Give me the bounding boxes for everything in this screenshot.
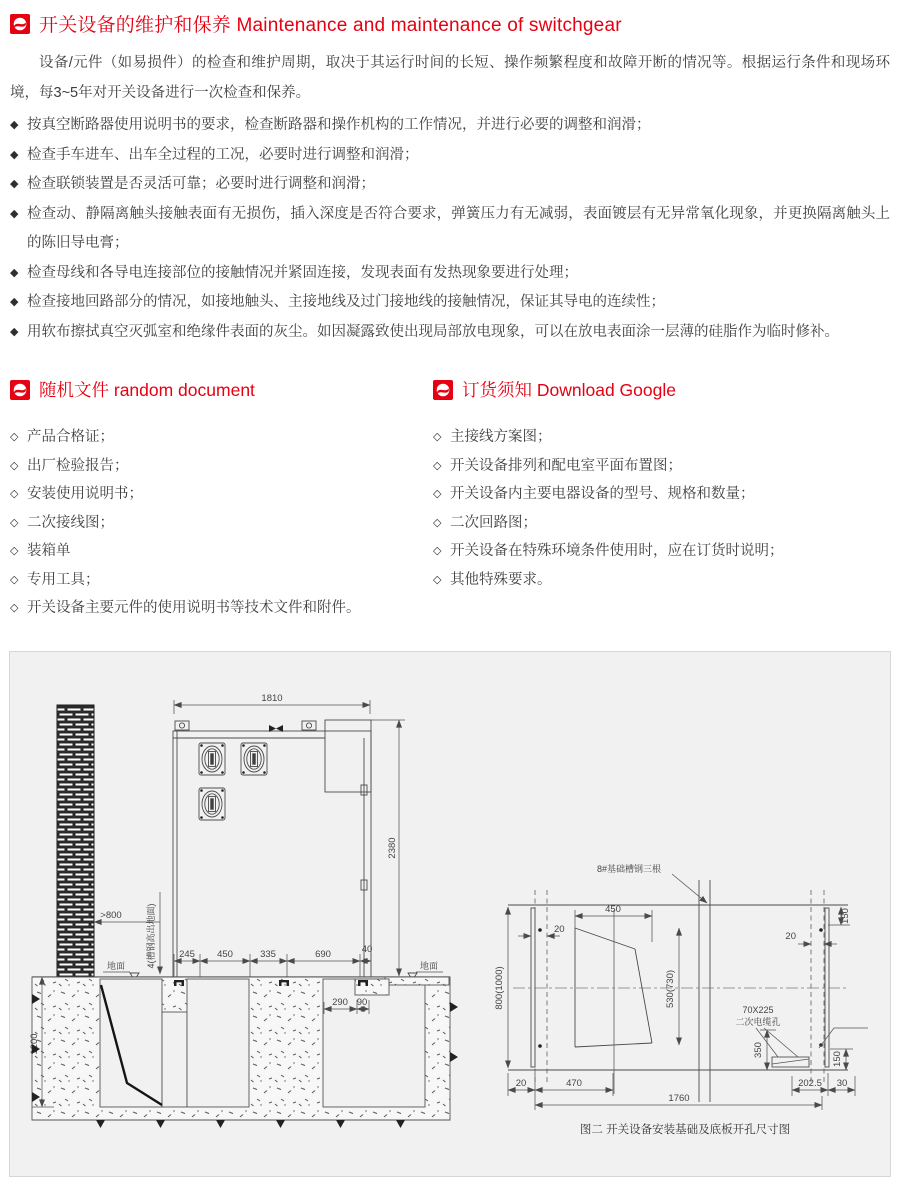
svg-text:90: 90 xyxy=(356,997,368,1008)
brand-logo-icon xyxy=(10,14,30,34)
svg-text:70X225: 70X225 xyxy=(742,1005,774,1015)
maintenance-list xyxy=(10,111,890,347)
channel-note: 4(槽钢高出地面) xyxy=(146,903,156,969)
diamond-marker: ◆ xyxy=(10,119,19,131)
maintenance-item-text: 检查接地回路部分的情况，如接地触头、主接地线及过门接地线的接触情况，保证其导电的连续性； xyxy=(27,294,665,310)
svg-text:450: 450 xyxy=(605,904,621,915)
hollow-diamond-marker: ◇ xyxy=(10,573,19,586)
list-item xyxy=(433,423,890,452)
dim-wall-gap: >800 xyxy=(100,910,122,921)
list-item-text: 开关设备主要元件的使用说明书等技术文件和附件。 xyxy=(27,600,361,616)
maintenance-item xyxy=(10,111,890,141)
svg-text:290: 290 xyxy=(332,997,348,1008)
elevation-drawing xyxy=(29,693,458,1128)
maintenance-item-text: 检查联锁装置是否灵活可靠；必要时进行调整和润滑； xyxy=(27,176,375,192)
hollow-diamond-marker: ◇ xyxy=(10,431,19,443)
ordering-header xyxy=(433,377,890,402)
list-item xyxy=(10,594,433,623)
svg-text:150: 150 xyxy=(832,1051,843,1067)
list-item-text: 二次接线图； xyxy=(27,514,114,531)
svg-text:地面: 地面 xyxy=(419,961,439,971)
channel-steel-rail xyxy=(825,908,829,1067)
foundation-section xyxy=(29,977,458,1128)
maintenance-item xyxy=(10,170,890,200)
floor-opening xyxy=(575,910,652,1094)
diamond-marker: ◆ xyxy=(10,266,19,279)
hollow-diamond-marker: ◇ xyxy=(433,545,442,557)
maintenance-item-text: 检查手车进车、出车全过程的工况，必要时进行调整和润滑； xyxy=(27,146,419,163)
hollow-diamond-marker: ◇ xyxy=(10,545,19,557)
svg-text:530(730): 530(730) xyxy=(665,969,676,1009)
svg-text:地面: 地面 xyxy=(106,961,126,971)
channel-steel-rail xyxy=(531,908,535,1067)
list-item-text: 二次回路图； xyxy=(450,514,537,531)
list-item-text: 主接线方案图； xyxy=(450,429,552,445)
svg-text:202.5: 202.5 xyxy=(798,1078,822,1089)
svg-text:20: 20 xyxy=(785,931,796,942)
maintenance-item-text: 检查动、静隔离触头接触表面有无损伤，插入深度是否符合要求，弹簧压力有无减弱，表面镀层有无异常氧化现象，并更换隔离触头上的陈旧导电膏； xyxy=(27,205,890,251)
random-documents-column xyxy=(10,377,433,623)
hollow-diamond-marker: ◇ xyxy=(10,516,19,529)
hollow-diamond-marker: ◇ xyxy=(433,431,442,443)
hollow-diamond-marker: ◇ xyxy=(10,602,19,614)
figure-caption: 图二 开关设备安装基础及底板开孔尺寸图 xyxy=(579,1124,791,1136)
lifting-bracket xyxy=(175,721,316,730)
list-item-text: 装箱单 xyxy=(27,543,71,559)
plan-drawing xyxy=(494,863,868,1110)
svg-text:1760: 1760 xyxy=(668,1093,690,1104)
svg-text:30: 30 xyxy=(836,1078,848,1089)
cable-trench xyxy=(187,979,249,1107)
bushing-insulator xyxy=(199,743,267,820)
cable-trench xyxy=(100,979,162,1107)
list-item xyxy=(10,452,433,481)
maintenance-title: 开关设备的维护和保养 Maintenance and maintenance of switchgear xyxy=(39,15,622,36)
list-item xyxy=(433,509,890,538)
maintenance-intro: 设备/元件（如易损件）的检查和维护周期，取决于其运行时间的长短、操作频繁程度和故障开断的情况等。根据运行条件和现场环境，每3~5年对开关设备进行一次检查和保养。 xyxy=(10,55,890,101)
diamond-marker: ◆ xyxy=(10,207,19,220)
list-item-text: 开关设备排列和配电室平面布置图； xyxy=(450,457,682,474)
maintenance-header xyxy=(10,10,890,37)
diamond-marker: ◆ xyxy=(10,148,19,161)
maintenance-item-text: 检查母线和各导电连接部位的接触情况并紧固连接，发现表面有发热现象要进行处理； xyxy=(27,264,578,281)
maintenance-item xyxy=(10,200,890,259)
hollow-diamond-marker: ◇ xyxy=(10,459,19,472)
list-item xyxy=(10,537,433,566)
list-item xyxy=(10,423,433,452)
installation-drawing xyxy=(10,652,890,1176)
brick-wall xyxy=(57,705,94,977)
hollow-diamond-marker: ◇ xyxy=(433,573,442,586)
plan-bottom-dims xyxy=(508,1073,855,1110)
diamond-marker: ◆ xyxy=(10,325,19,338)
svg-text:335: 335 xyxy=(260,949,276,960)
cabinet-outline xyxy=(173,731,371,977)
ordering-list xyxy=(433,423,890,594)
svg-text:二次电缆孔: 二次电缆孔 xyxy=(735,1017,781,1027)
documents-section xyxy=(10,377,890,623)
maintenance-item xyxy=(10,259,890,289)
dim-width: 1810 xyxy=(261,693,283,704)
list-item xyxy=(433,452,890,481)
maintenance-item xyxy=(10,141,890,171)
svg-text:800(1000): 800(1000) xyxy=(494,966,505,1010)
hollow-diamond-marker: ◇ xyxy=(433,459,442,472)
list-item xyxy=(10,480,433,509)
diamond-marker: ◆ xyxy=(10,178,19,190)
maintenance-item-text: 按真空断路器使用说明书的要求，检查断路器和操作机构的工作情况，并进行必要的调整和润滑； xyxy=(27,117,651,133)
diamond-marker: ◆ xyxy=(10,296,19,308)
random-documents-header xyxy=(10,377,433,402)
technical-drawing-panel xyxy=(9,651,891,1177)
hollow-diamond-marker: ◇ xyxy=(10,488,19,500)
dim-height: 2380 xyxy=(387,837,398,859)
list-item-text: 产品合格证； xyxy=(27,429,114,445)
svg-text:40: 40 xyxy=(361,944,373,955)
list-item xyxy=(433,480,890,509)
random-documents-title: 随机文件 random document xyxy=(39,380,255,400)
list-item-text: 出厂检验报告； xyxy=(27,457,129,474)
list-item-text: 开关设备内主要电器设备的型号、规格和数量； xyxy=(450,486,755,502)
svg-text:450: 450 xyxy=(217,949,233,960)
list-item xyxy=(10,509,433,538)
svg-text:150: 150 xyxy=(840,908,851,924)
svg-text:350: 350 xyxy=(753,1042,764,1058)
list-item xyxy=(433,537,890,566)
hollow-diamond-marker: ◇ xyxy=(433,516,442,529)
svg-text:20: 20 xyxy=(515,1078,527,1089)
maintenance-item-text: 用软布擦拭真空灭弧室和绝缘件表面的灰尘。如因凝露致使出现局部放电现象，可以在放电表面涂一层薄的硅脂作为临时修补。 xyxy=(27,323,839,340)
list-item-text: 安装使用说明书； xyxy=(27,486,143,502)
list-item-text: 专用工具； xyxy=(27,571,100,588)
list-item xyxy=(10,566,433,595)
brand-logo-icon xyxy=(433,380,453,400)
list-item-text: 开关设备在特殊环境条件使用时，应在订货时说明； xyxy=(450,543,784,559)
ordering-column xyxy=(433,377,890,623)
list-item-text: 其他特殊要求。 xyxy=(450,571,552,588)
brand-logo-icon xyxy=(10,380,30,400)
list-item xyxy=(433,566,890,595)
maintenance-item xyxy=(10,288,890,318)
svg-text:20: 20 xyxy=(554,924,565,935)
svg-text:470: 470 xyxy=(566,1078,582,1089)
dim-depth: 1200 xyxy=(29,1033,40,1055)
random-documents-list xyxy=(10,423,433,623)
ordering-title: 订货须知 Download Google xyxy=(462,380,676,400)
svg-text:690: 690 xyxy=(315,949,331,960)
hollow-diamond-marker: ◇ xyxy=(433,488,442,500)
channel-steel-label: 8#基础槽钢三根 xyxy=(597,864,662,874)
elevation-bottom-dims xyxy=(174,944,372,979)
svg-text:245: 245 xyxy=(179,949,195,960)
maintenance-item xyxy=(10,318,890,348)
